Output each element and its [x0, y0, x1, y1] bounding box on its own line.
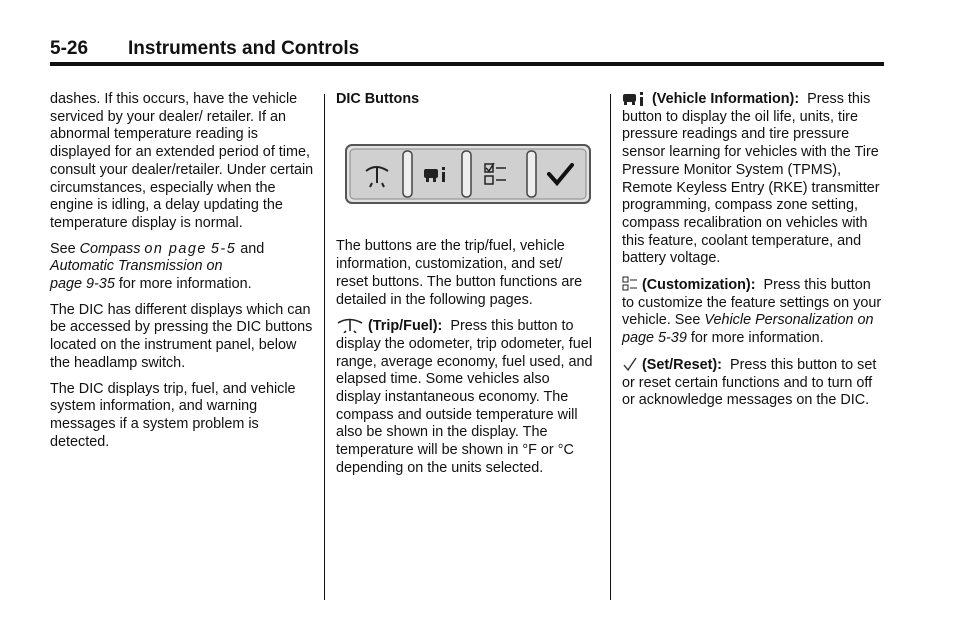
personalization-ref-on: on [857, 312, 874, 329]
customization-more-info: for more information. [686, 330, 824, 347]
dic-buttons-illustration [344, 143, 592, 205]
set-reset-text: Press this button to set or reset certain functions and to turn off or acknowledge messages on the DIC. [622, 356, 877, 409]
paragraph-see-also [50, 241, 314, 294]
set-reset-label: (Set/Reset): [642, 356, 722, 373]
personalization-ref-page[interactable]: 5-39 [658, 330, 687, 347]
paragraph-dic-displays: The DIC has different displays which can be accessed by pressing the DIC buttons located on the instrument panel, below the headlamp switch. [50, 301, 313, 371]
paragraph-dic-info: The DIC displays trip, fuel, and vehicle system information, and warning messages if a system problem is detected. [50, 380, 296, 450]
paragraph-set-reset [622, 356, 884, 410]
trip-fuel-icon [336, 317, 364, 333]
compass-ref-on-page: on page [144, 240, 207, 257]
chapter-title: Instruments and Controls [128, 38, 360, 59]
trip-fuel-label: (Trip/Fuel): [368, 318, 443, 335]
header-rule [50, 62, 884, 66]
transmission-ref-page[interactable]: 9-35 [86, 276, 115, 293]
transmission-ref-on: on [206, 258, 223, 275]
see-text: See [50, 240, 80, 257]
column-divider-2 [610, 94, 611, 600]
customization-icon [622, 276, 638, 292]
paragraph-temperature: dashes. If this occurs, have the vehicle serviced by your dealer/ retailer. If an abnormal temperature reading is displayed for an extended period of time, consult your dealer/retailer. Under certain circumstances, especially when the engine is idling, a delay updating the temperature display is normal. [50, 91, 314, 231]
more-info-text: for more information. [114, 276, 252, 293]
personalization-ref-link[interactable]: Vehicle Personalization [704, 312, 854, 329]
page-number: 5-26 [50, 38, 89, 59]
vehicle-info-label: (Vehicle Information): [652, 91, 800, 107]
transmission-ref-link[interactable]: Automatic Transmission [50, 258, 203, 275]
dic-buttons-heading: DIC Buttons [336, 91, 420, 107]
paragraph-customization [622, 276, 884, 348]
transmission-ref-page-label: page [50, 276, 83, 293]
personalization-ref-page-label: page [622, 330, 655, 347]
column-2 [336, 91, 598, 486]
and-text: and [236, 240, 265, 257]
vehicle-information-icon [622, 92, 648, 106]
customization-text: Press this button to customize the feature settings on your vehicle. See [622, 277, 882, 329]
column-1 [50, 91, 314, 459]
compass-ref-page[interactable]: 5-5 [210, 240, 237, 257]
page-header [50, 38, 884, 64]
compass-ref-link[interactable]: Compass [79, 240, 141, 257]
vehicle-info-text: Press this button to display the oil life, units, tire pressure readings and tire pressure sensor learning for vehicles with the Tire Pressure Monitor System (TPMS), Remote Keyless Entry (RKE) transmitter programming, compass zone setting, compass recalibration on vehicles with this feature, coolant temperature, and battery voltage. [622, 91, 880, 267]
set-reset-check-icon [622, 356, 638, 372]
customization-label: (Customization): [642, 277, 756, 294]
paragraph-buttons-intro: The buttons are the trip/fuel, vehicle information, customization, and set/ reset buttons. The button functions are detailed in the following pages. [336, 238, 583, 308]
paragraph-vehicle-info [622, 91, 884, 268]
paragraph-trip-fuel [336, 317, 598, 477]
column-divider-1 [324, 94, 325, 600]
column-3 [622, 91, 884, 418]
trip-fuel-text: Press this button to display the odometer, trip odometer, fuel range, average economy, fuel used, and elapsed time. Some vehicles also display instantaneous economy. The compass and outside temperature will also be shown in the display. The temperature will be shown in °F or °C depending on the units selected. [336, 318, 593, 476]
